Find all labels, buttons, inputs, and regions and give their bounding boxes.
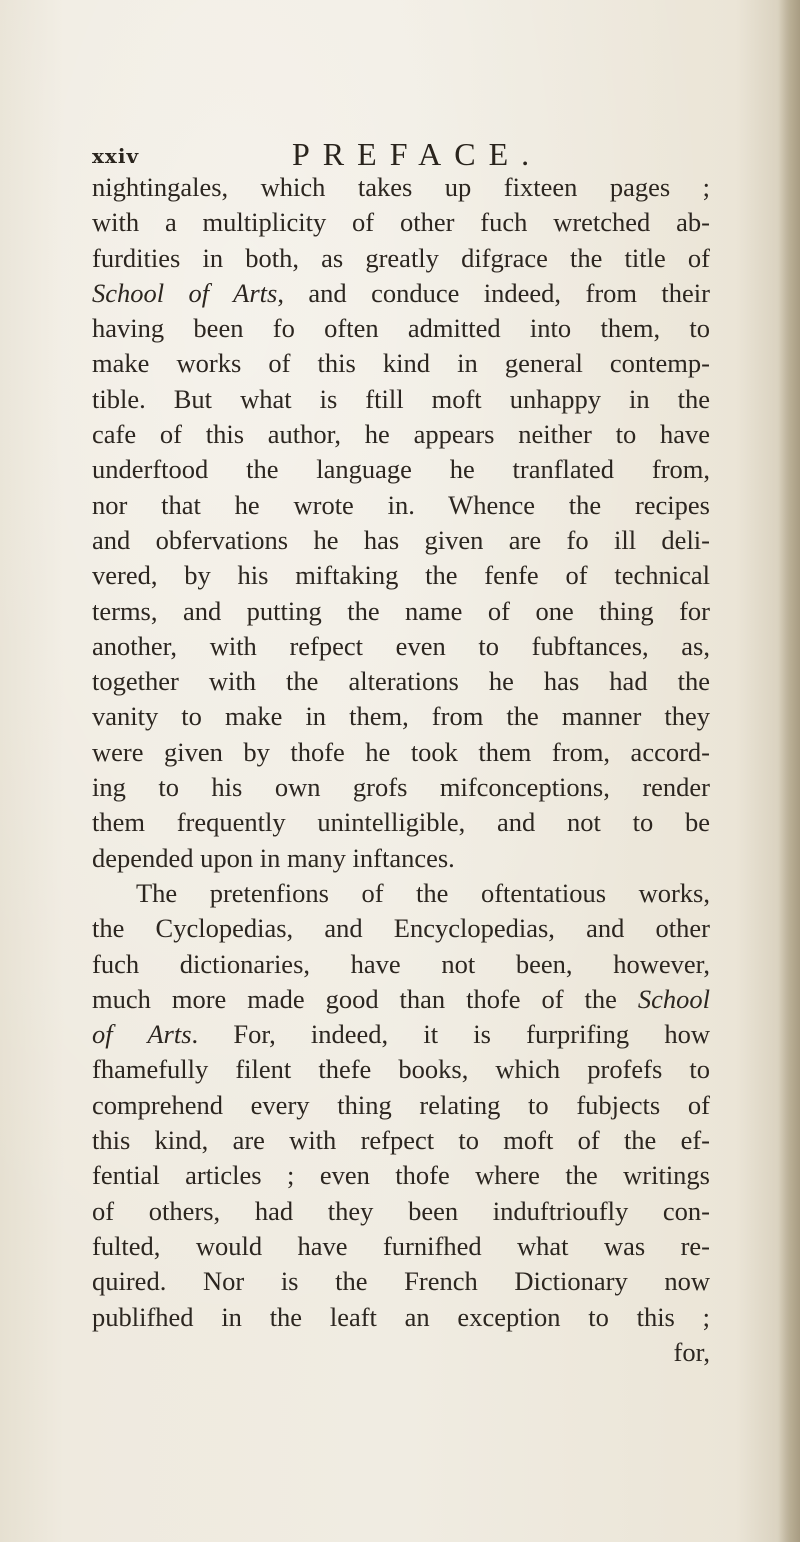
page-number: xxiv: [92, 144, 140, 168]
text-line: fulted, would have furnifhed what was re-: [92, 1230, 710, 1261]
text-line: them frequently unintelligible, and not to be: [92, 807, 710, 838]
text-line: depended upon in many inftances.: [92, 842, 455, 873]
text-line: fuch dictionaries, have not been, however,: [92, 948, 710, 979]
text-line: nor that he wrote in. Whence the recipes: [92, 489, 710, 520]
italic-title: School: [637, 983, 710, 1014]
text-line: fhamefully filent thefe books, which profefs to: [92, 1054, 710, 1085]
text-line: another, with refpect even to fubftances, as,: [92, 630, 710, 661]
italic-title: of Arts: [92, 1019, 192, 1050]
text-line: make works of this kind in general contemp-: [92, 348, 710, 379]
text-line: vered, by his miftaking the fenfe of technical: [92, 560, 710, 591]
text-line: much more made good than thofe of the School: [92, 983, 710, 1014]
text-line: this kind, are with refpect to moft of the ef-: [92, 1125, 710, 1156]
text-line: ing to his own grofs mifconceptions, render: [92, 772, 710, 803]
text-line: vanity to make in them, from the manner they: [92, 701, 710, 732]
text-line: together with the alterations he has had the: [92, 666, 710, 697]
text-line: comprehend every thing relating to fubjects of: [92, 1089, 710, 1120]
text-line: having been fo often admitted into them, to: [92, 313, 710, 344]
catchword: for,: [673, 1336, 710, 1367]
text-line: publifhed in the leaft an exception to this ;: [92, 1301, 710, 1332]
text-line: The pretenfions of the oftentatious works,: [136, 877, 710, 908]
text-line: tible. But what is ftill moft unhappy in the: [92, 383, 710, 414]
text-line: were given by thofe he took them from, accord-: [92, 736, 710, 767]
text-line: cafe of this author, he appears neither to have: [92, 419, 710, 450]
text-line: fential articles ; even thofe where the writings: [92, 1160, 710, 1191]
italic-title: School of Arts: [92, 277, 278, 308]
text-line: with a multiplicity of other fuch wretched ab-: [92, 207, 710, 238]
page-edge-shadow: [778, 0, 800, 1542]
body-text: [92, 170, 710, 1370]
text-line: the Cyclopedias, and Encyclopedias, and other: [92, 913, 710, 944]
text-line: of Arts. For, indeed, it is furprifing how: [92, 1019, 711, 1050]
running-head: PREFACE.: [292, 136, 543, 172]
text-line: of others, had they been induftrioufly con-: [92, 1195, 710, 1226]
text-line: quired. Nor is the French Dictionary now: [92, 1266, 710, 1297]
text-line: underftood the language he tranflated from,: [92, 454, 710, 485]
text-line: furdities in both, as greatly difgrace the title of: [92, 242, 710, 273]
text-line: nightingales, which takes up fixteen pages ;: [92, 172, 710, 202]
text-line: and obfervations he has given are fo ill deli-: [92, 524, 710, 555]
text-line: terms, and putting the name of one thing for: [92, 595, 710, 626]
text-line: School of Arts, and conduce indeed, from their: [92, 277, 710, 308]
